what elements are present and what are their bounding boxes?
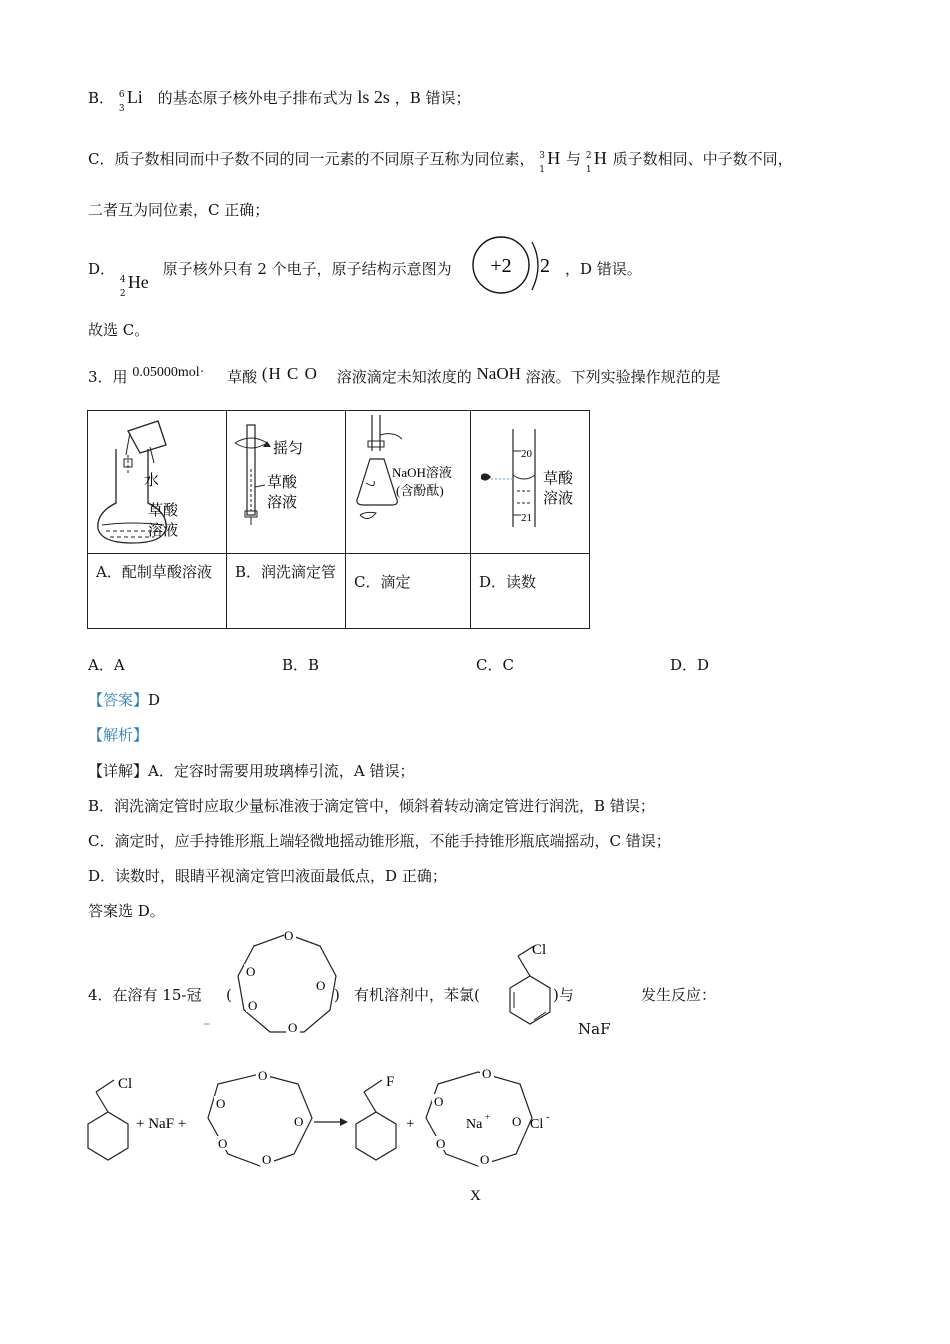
burette-rinse-image: [227, 411, 345, 553]
analysis-tag: 【解析】: [88, 726, 149, 744]
answer-choose: 答案选 D。: [88, 902, 165, 920]
svg-text:O: O: [316, 978, 326, 993]
burette-reading-image: [471, 411, 589, 553]
svg-text:+ NaF +: + NaF +: [136, 1116, 187, 1132]
svg-text:O: O: [258, 1068, 268, 1083]
question-4-stem: 4．在溶有 15-冠: [88, 986, 202, 1004]
svg-text:O: O: [248, 998, 258, 1013]
svg-text:+2: +2: [490, 255, 512, 277]
svg-text:+: +: [406, 1116, 415, 1132]
svg-text:摇匀: 摇匀: [273, 441, 304, 457]
svg-text:O: O: [284, 928, 294, 943]
svg-text:-: -: [546, 1112, 550, 1123]
svg-text:O: O: [246, 964, 256, 979]
oxalic-formula: (H C O: [261, 364, 318, 383]
q4-dash: –: [203, 1014, 211, 1032]
svg-text:O: O: [482, 1066, 492, 1081]
svg-text:O: O: [262, 1152, 272, 1167]
caption-b: B．润洗滴定管: [227, 554, 346, 629]
svg-text:X: X: [470, 1188, 481, 1204]
tritium-isotope: 3 1 H: [539, 148, 561, 175]
titration-image: [346, 411, 470, 553]
svg-text:溶液: 溶液: [148, 523, 179, 539]
svg-text:Na: Na: [466, 1117, 483, 1132]
svg-text:溶液: 溶液: [543, 491, 574, 507]
svg-text:水: 水: [144, 473, 160, 489]
option-d-suffix: ，D 错误。: [565, 260, 642, 278]
option-d[interactable]: D．D: [670, 656, 710, 674]
benzyl-chloride-structure: [488, 940, 558, 1030]
svg-text:O: O: [480, 1152, 490, 1167]
svg-text:NaOH溶液: NaOH溶液: [392, 465, 452, 480]
lithium-isotope: 6 3 Li: [118, 87, 143, 114]
svg-text:草酸: 草酸: [148, 503, 179, 519]
question-3-stem: 3．用 0.05000mol· 草酸 (H C O 溶液滴定未知浓度的 NaOH 溶液。下列实验操作规范的是: [88, 364, 721, 386]
svg-text:+: +: [485, 1112, 491, 1122]
detail-line-d: D．读数时，眼睛平视滴定管凹液面最低点，D 正确；: [88, 867, 447, 885]
crown-ether-structure: [232, 928, 342, 1038]
answer-tag: 【答案】: [88, 691, 149, 709]
option-a[interactable]: A．A: [88, 656, 125, 674]
svg-text:草酸: 草酸: [543, 471, 574, 487]
option-b[interactable]: B．B: [282, 656, 320, 674]
svg-text:O: O: [218, 1136, 228, 1151]
option-d-line: D． 4 2 He 原子核外只有 2 个电子，原子结构示意图为: [88, 260, 452, 299]
helium-atom-structure-diagram: [470, 234, 560, 298]
option-b-line: B． 6 3 Li 的基态原子核外电子排布式为 ls 2s ，B 错误；: [88, 87, 471, 114]
svg-text:O: O: [216, 1096, 226, 1111]
svg-text:O: O: [294, 1114, 304, 1129]
svg-text:溶液: 溶液: [267, 495, 298, 511]
choose-c: 故选 C。: [88, 321, 150, 339]
svg-text:O: O: [288, 1020, 298, 1035]
option-c-line: C．质子数相同而中子数不同的同一元素的不同原子互称为同位素， 3 1 H 与 2 1 H 质子数相同、中子数不同，: [88, 148, 793, 175]
svg-text:(含酚酞): (含酚酞): [396, 483, 444, 498]
answer-line: 【答案】D: [88, 691, 161, 709]
electron-config: ls 2s: [357, 87, 390, 107]
svg-text:21: 21: [521, 512, 532, 524]
svg-text:F: F: [386, 1074, 395, 1090]
naf-label: NaF: [578, 1020, 611, 1038]
svg-text:Cl: Cl: [530, 1117, 544, 1132]
caption-c: C．滴定: [346, 554, 471, 629]
svg-text:Cl: Cl: [532, 942, 547, 958]
helium-isotope: 4 2 He: [119, 272, 149, 299]
caption-a: A．配制草酸溶液: [88, 554, 227, 629]
svg-text:O: O: [434, 1094, 444, 1109]
detail-line-b: B．润洗滴定管时应取少量标准液于滴定管中，倾斜着转动滴定管进行润洗，B 错误；: [88, 797, 655, 815]
svg-text:2: 2: [540, 255, 550, 277]
reactant-crown-ether: [208, 1068, 312, 1167]
svg-text:O: O: [436, 1136, 446, 1151]
svg-text:O: O: [512, 1114, 522, 1129]
experiment-table: [87, 410, 590, 629]
detail-line-a: 【详解】A．定容时需要用玻璃棒引流，A 错误；: [88, 762, 415, 780]
volumetric-flask-image: [88, 411, 226, 553]
svg-text:草酸: 草酸: [267, 475, 298, 491]
product-benzyl-fluoride: [356, 1074, 396, 1160]
option-c-line-2: 二者互为同位素，C 正确；: [88, 201, 270, 219]
reactant-benzyl-chloride: [88, 1076, 132, 1160]
deuterium-isotope: 2 1 H: [585, 148, 607, 175]
svg-text:20: 20: [521, 448, 532, 460]
detail-line-c: C．滴定时，应手持锥形瓶上端轻微地摇动锥形瓶，不能手持锥形瓶底端摇动，C 错误；: [88, 832, 671, 850]
product-complex-x: [426, 1066, 549, 1204]
reaction-scheme: [80, 1062, 580, 1212]
option-c[interactable]: C．C: [476, 656, 514, 674]
caption-d: D．读数: [471, 554, 590, 629]
svg-text:Cl: Cl: [118, 1076, 133, 1092]
